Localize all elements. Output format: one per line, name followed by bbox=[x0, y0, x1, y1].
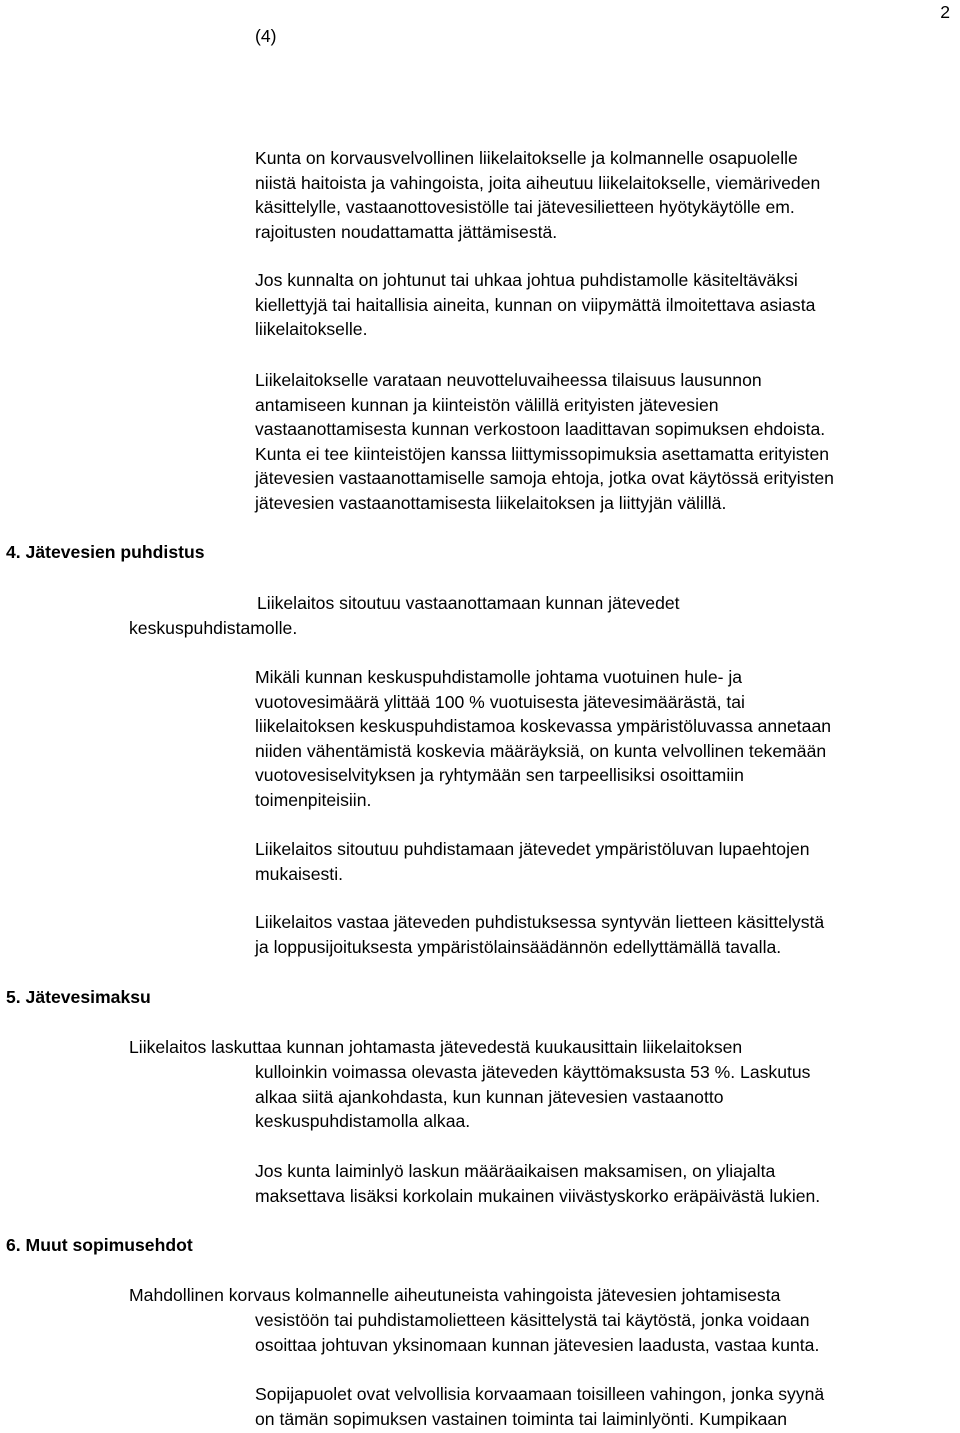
paragraph-line: Liikelaitos vastaa jäteveden puhdistuksessa syntyvän lietteen käsittelystä bbox=[255, 912, 825, 932]
paragraph-consultation bbox=[255, 368, 955, 515]
paragraph-line: mukaisesti. bbox=[255, 863, 343, 884]
section-4-intro-line: keskuspuhdistamolle. bbox=[129, 618, 298, 638]
section-6-intro-line: Mahdollinen korvaus kolmannelle aiheutuneista vahingoista jätevesien johtamisesta bbox=[129, 1285, 781, 1305]
paragraph-line: maksettava lisäksi korkolain mukainen viivästyskorko eräpäivästä lukien. bbox=[255, 1185, 821, 1206]
paragraph-line: kiellettyjä tai haitallisia aineita, kunnan on viipymättä ilmoitettava asiasta bbox=[255, 294, 816, 315]
paragraph-leakage-water bbox=[255, 665, 955, 812]
page-reference: (4) bbox=[255, 26, 277, 46]
paragraph-line: käsittelylle, vastaanottovesistölle tai jätevesilietteen hyötykäytölle em. bbox=[255, 197, 795, 217]
page-number: 2 bbox=[940, 2, 950, 22]
paragraph-compensation-liability bbox=[255, 146, 955, 244]
paragraph-line: Jos kunnalta on johtunut tai uhkaa johtua puhdistamolle käsiteltäväksi bbox=[255, 270, 798, 290]
paragraph-line: jätevesien vastaanottamisesta liikelaitoksen ja liittyjän välillä. bbox=[255, 492, 727, 513]
paragraph-line: niiden vähentämistä koskevia määräyksiä, on kunta velvollinen tekemään bbox=[255, 740, 827, 761]
paragraph-line: Mikäli kunnan keskuspuhdistamolle johtama vuotuinen hule- ja bbox=[255, 667, 743, 687]
paragraph-line: alkaa siitä ajankohdasta, kun kunnan jätevesien vastaanotto bbox=[255, 1086, 724, 1107]
paragraph-line: ja loppusijoituksesta ympäristölainsäädännön edellyttämällä tavalla. bbox=[255, 936, 782, 957]
section-4-heading: 4. Jätevesien puhdistus bbox=[6, 542, 205, 562]
section-6-heading: 6. Muut sopimusehdot bbox=[6, 1235, 193, 1255]
paragraph-line: Sopijapuolet ovat velvollisia korvaamaan toisilleen vahingon, jonka syynä bbox=[255, 1384, 825, 1404]
paragraph-billing bbox=[255, 1060, 955, 1134]
paragraph-third-party-damages bbox=[255, 1308, 955, 1357]
paragraph-line: rajoitusten noudattamatta jättämisestä. bbox=[255, 221, 558, 242]
paragraph-line: keskuspuhdistamolla alkaa. bbox=[255, 1111, 471, 1131]
paragraph-mutual-compensation bbox=[255, 1382, 955, 1431]
paragraph-line: Kunta on korvausvelvollinen liikelaitokselle ja kolmannelle osapuolelle bbox=[255, 148, 798, 168]
paragraph-line: osoittaa johtuvan yksinomaan kunnan jätevesien laadusta, vastaa kunta. bbox=[255, 1334, 820, 1355]
paragraph-line: Jos kunta laiminlyö laskun määräaikaisen maksamisen, on yliajalta bbox=[255, 1161, 776, 1181]
paragraph-late-payment bbox=[255, 1159, 955, 1208]
paragraph-harmful-substances bbox=[255, 268, 955, 342]
section-5-intro-line: Liikelaitos laskuttaa kunnan johtamasta jätevedestä kuukausittain liikelaitoksen bbox=[129, 1037, 743, 1057]
paragraph-line: antamiseen kunnan ja kiinteistön välillä erityisten jätevesien bbox=[255, 394, 719, 415]
paragraph-line: vuotovesimäärä ylittää 100 % vuotuisesta jätevesimäärästä, tai bbox=[255, 691, 745, 712]
paragraph-line: on tämän sopimuksen vastainen toiminta tai laiminlyönti. Kumpikaan bbox=[255, 1408, 787, 1429]
section-5-heading: 5. Jätevesimaksu bbox=[6, 987, 151, 1007]
paragraph-permit-conditions bbox=[255, 837, 955, 886]
paragraph-line: vesistöön tai puhdistamolietteen käsittelystä tai käytöstä, jonka voidaan bbox=[255, 1310, 810, 1330]
paragraph-line: liikelaitoksen keskuspuhdistamoa koskevassa ympäristöluvassa annetaan bbox=[255, 716, 832, 736]
paragraph-line: Liikelaitokselle varataan neuvotteluvaiheessa tilaisuus lausunnon bbox=[255, 370, 762, 390]
paragraph-line: niistä haitoista ja vahingoista, joita aiheutuu liikelaitokselle, viemäriveden bbox=[255, 172, 821, 193]
paragraph-line: vuotovesiselvityksen ja ryhtymään sen tarpeellisiksi osoittamiin bbox=[255, 765, 744, 785]
paragraph-line: jätevesien vastaanottamiselle samoja ehtoja, jotka ovat käytössä erityisten bbox=[255, 468, 834, 488]
paragraph-line: Liikelaitos sitoutuu puhdistamaan jätevedet ympäristöluvan lupaehtojen bbox=[255, 839, 810, 859]
paragraph-sludge-handling bbox=[255, 910, 955, 959]
paragraph-line: kulloinkin voimassa olevasta jäteveden käyttömaksusta 53 %. Laskutus bbox=[255, 1062, 811, 1082]
paragraph-line: Kunta ei tee kiinteistöjen kanssa liittymissopimuksia asettamatta erityisten bbox=[255, 443, 830, 464]
paragraph-line: liikelaitokselle. bbox=[255, 319, 368, 339]
paragraph-line: toimenpiteisiin. bbox=[255, 789, 372, 810]
section-4-intro-line: Liikelaitos sitoutuu vastaanottamaan kunnan jätevedet bbox=[257, 593, 680, 613]
paragraph-line: vastaanottamisesta kunnan verkostoon laadittavan sopimuksen ehdoista. bbox=[255, 419, 826, 439]
